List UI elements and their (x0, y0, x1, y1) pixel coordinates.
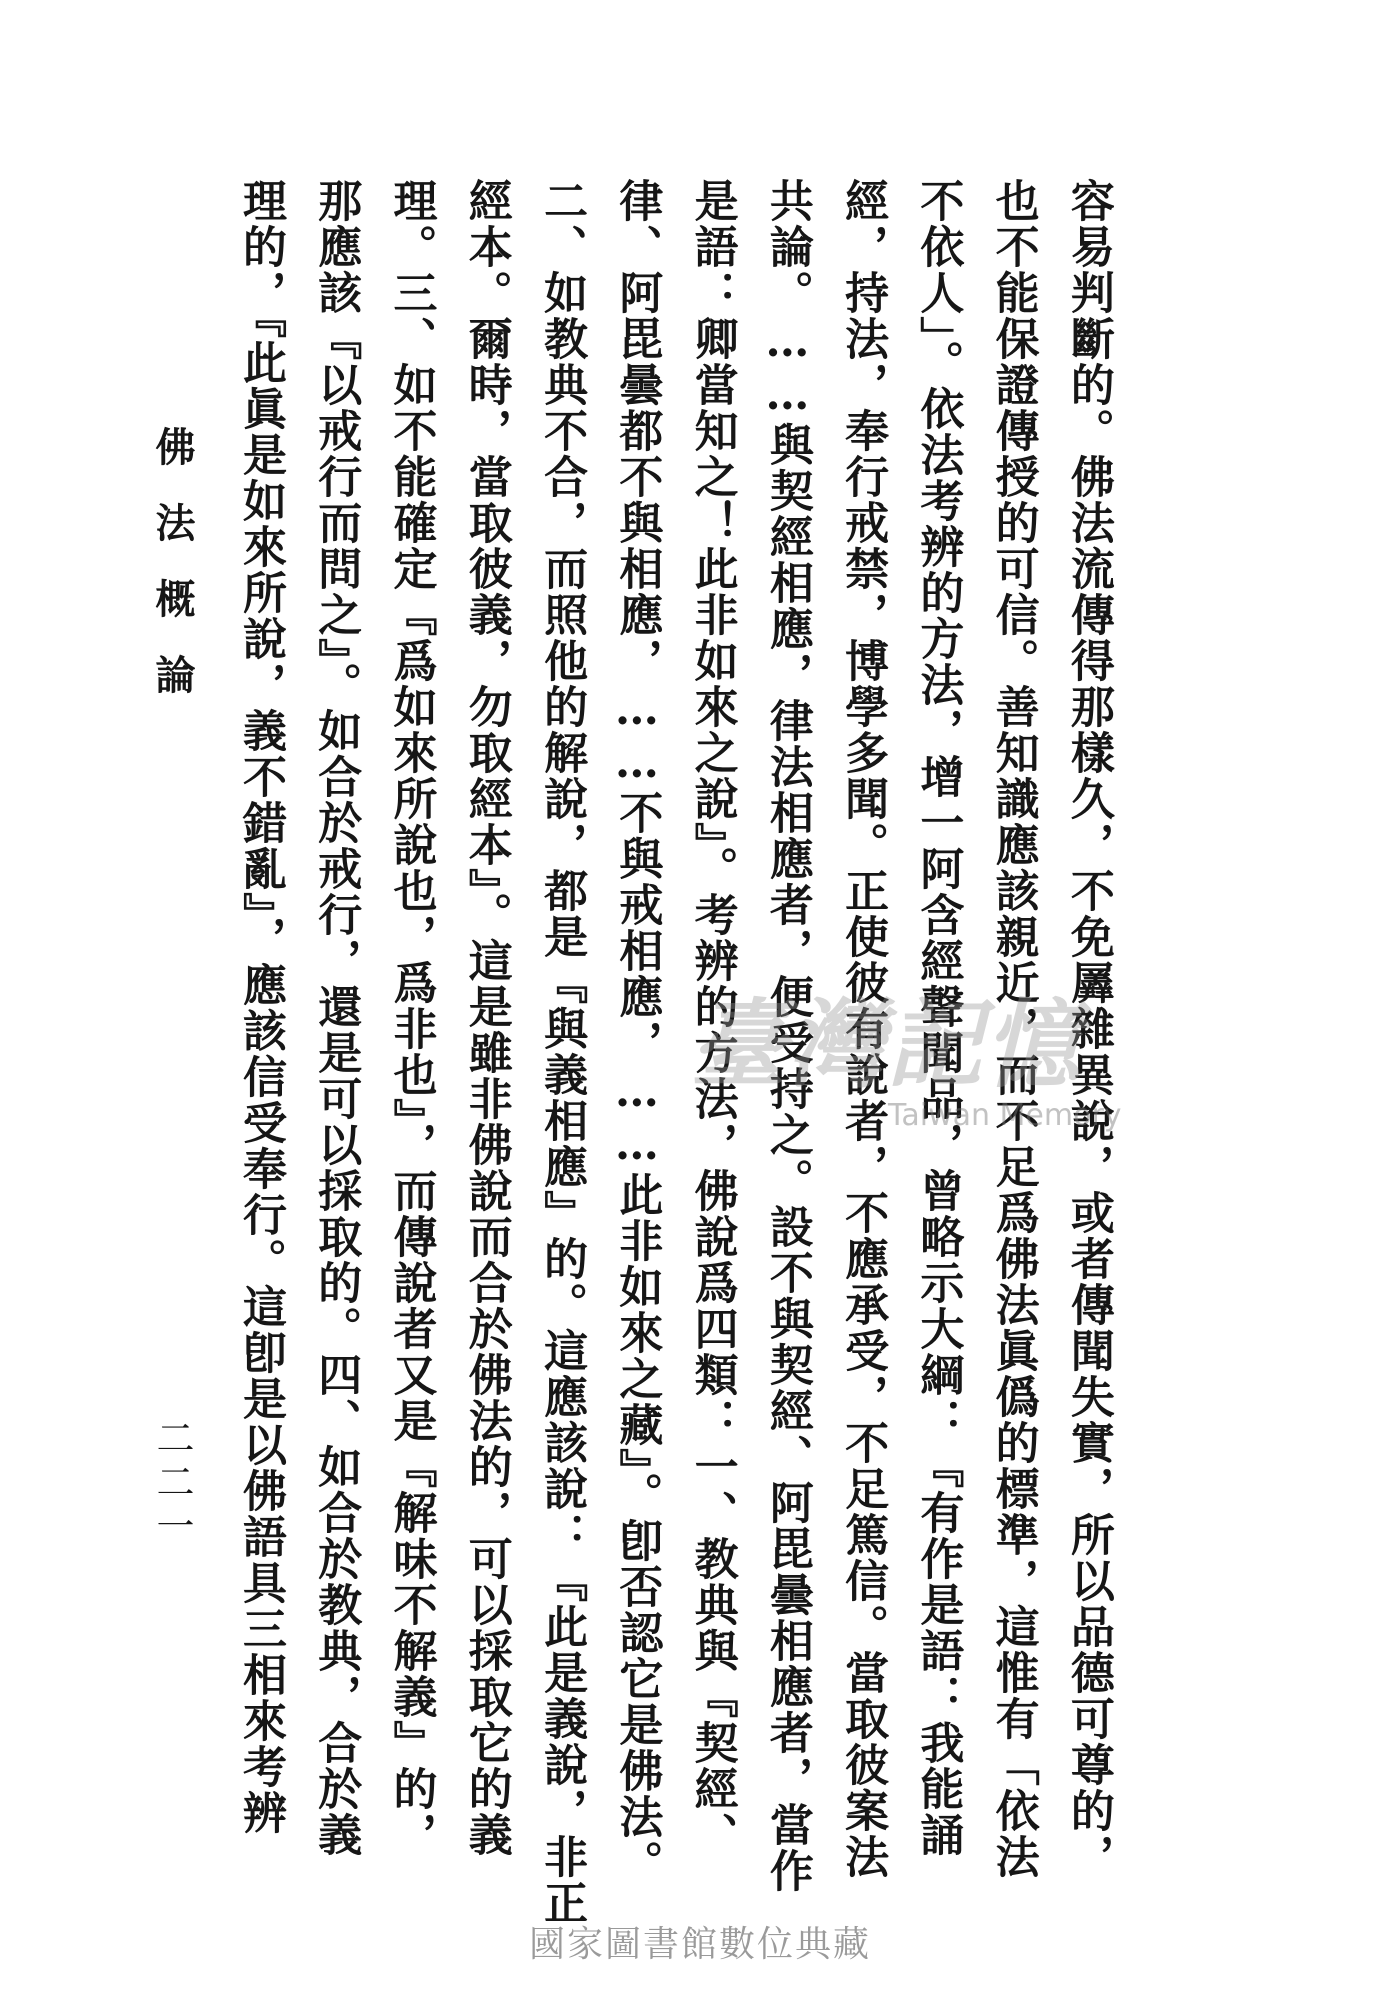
text-column: 不依人」。依法考辨的方法，增一阿含經聲聞品，曾略示大綱：『有作是語：我能誦 (912, 178, 964, 1858)
text-column: 理的，『此眞是如來所說，義不錯亂』，應該信受奉行。這卽是以佛語具三相來考辨 (235, 178, 286, 1836)
text-column: 二、如教典不合，而照他的解說，都是『與義相應』的。這應該說：『此是義說，非正 (536, 178, 588, 1926)
text-column: 共論。……與契經相應，律法相應者，便受持之。設不與契經、阿毘曇相應者，當作 (761, 178, 813, 1894)
running-header-title: 佛法概論 (149, 426, 196, 730)
text-column: 是語：卿當知之！此非如來之說』。考辨的方法，佛說爲四類：一、教典與『契經、 (686, 178, 738, 1858)
text-column: 那應該『以戒行而問之』。如合於戒行，還是可以採取的。四、如合於教典，合於義 (310, 178, 362, 1858)
page-number: 二二一 (150, 1418, 194, 1550)
text-column: 經本。爾時，當取彼義，勿取經本』。這是雖非佛說而合於佛法的，可以採取它的義 (460, 178, 512, 1858)
watermark-logo-text: 臺灣記憶 (690, 988, 1082, 1101)
text-column: 經，持法，奉行戒禁，博學多聞。正使彼有說者，不應承受，不足篤信。當取彼案法 (837, 178, 889, 1880)
text-column: 容易判斷的。佛法流傳得那樣久，不免羼雜異說，或者傳聞失實，所以品德可尊的， (1062, 178, 1114, 1880)
text-column: 律、阿毘曇都不與相應，……不與戒相應，……此非如來之藏』。卽否認它是佛法。 (611, 178, 663, 1886)
watermark-subtitle: Taiwan Memory (888, 1098, 1122, 1133)
text-column: 理。三、如不能確定『爲如來所說也，爲非也』，而傳說者又是『解味不解義』的， (385, 178, 437, 1858)
text-column: 也不能保證傳授的可信。善知識應該親近，而不足爲佛法眞僞的標準，這惟有「依法 (987, 178, 1039, 1880)
library-footer: 國家圖書館數位典藏 (528, 1924, 871, 1965)
vertical-body-text (235, 178, 1114, 1926)
